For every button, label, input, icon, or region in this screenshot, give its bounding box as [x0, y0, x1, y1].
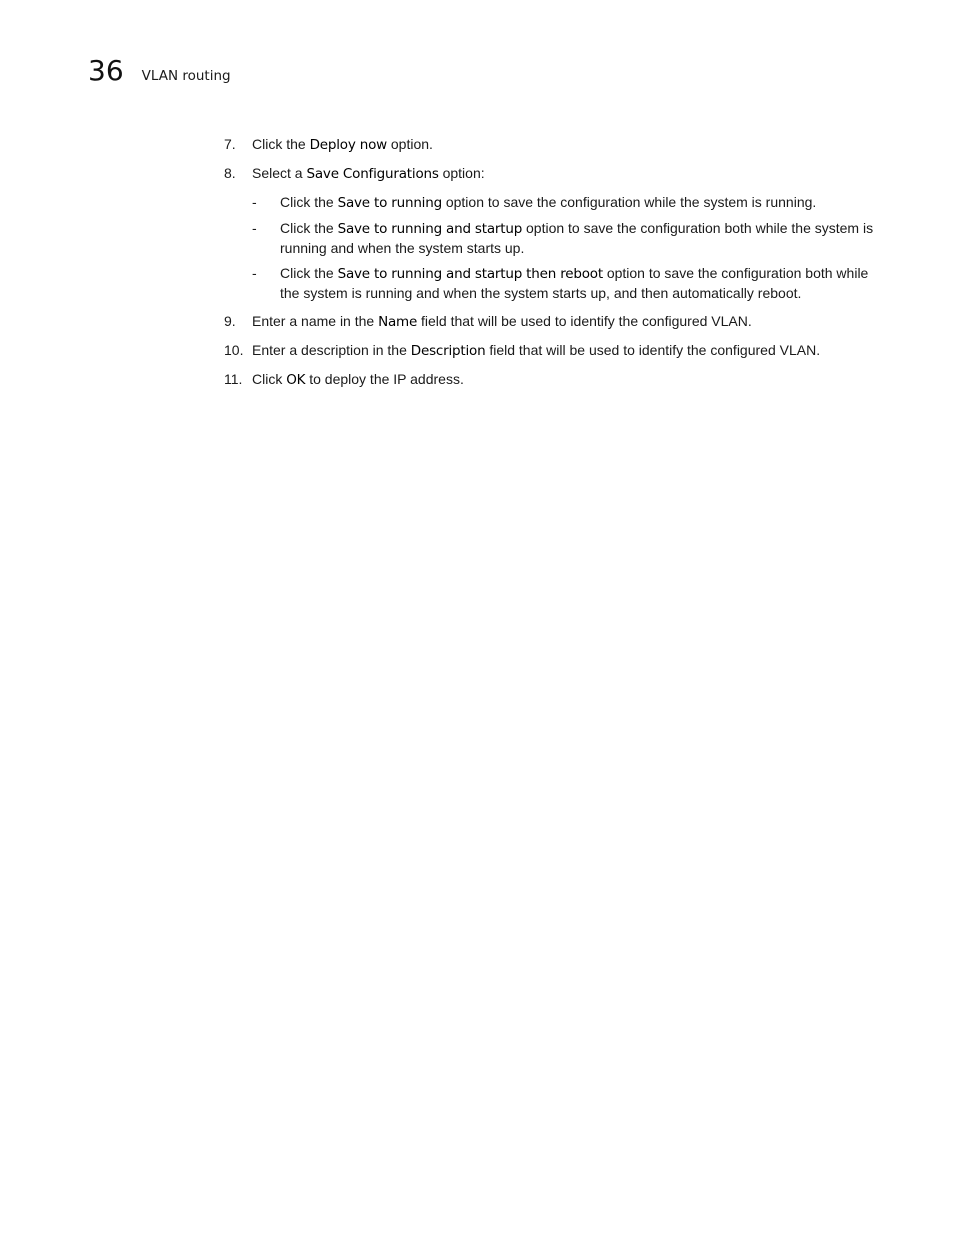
step-text: to deploy the IP address.	[305, 371, 464, 387]
step-number: 10.	[224, 342, 244, 358]
sub-option-save-to-running	[252, 193, 884, 213]
ui-term: Save to running	[337, 195, 442, 211]
bullet-text: Click the	[280, 194, 338, 210]
bullet-text: option to save the configuration while the system is running.	[441, 194, 817, 210]
bullet-text: Click the	[280, 220, 338, 236]
step-number: 11.	[224, 371, 243, 387]
step-text: Enter a name in the	[252, 313, 379, 329]
step-10	[224, 341, 884, 361]
bullet-text: option to save the configuration both while the system is running and when the system starts up, and then automatically reboot.	[280, 265, 869, 301]
sub-option-save-and-reboot	[252, 264, 884, 303]
procedure-steps	[224, 135, 884, 399]
ui-term: Save Configurations	[306, 166, 439, 182]
ui-term: Save to running and startup then reboot	[337, 266, 603, 282]
ui-term: OK	[286, 372, 306, 388]
step-text: option.	[387, 136, 433, 152]
bullet-text: option to save the configuration both while the system is running and when the system starts up.	[280, 220, 874, 256]
step-text: Enter a description in the	[252, 342, 411, 358]
step-text: option:	[438, 165, 485, 181]
bullet-text: Click the	[280, 265, 338, 281]
step-text: field that will be used to identify the configured VLAN.	[485, 342, 821, 358]
step-9	[224, 312, 884, 332]
ui-term: Name	[378, 314, 418, 330]
step-text: Click the	[252, 136, 310, 152]
page-header	[88, 54, 231, 88]
step-text: Select a	[252, 165, 307, 181]
ui-term: Description	[410, 343, 486, 359]
bullet-dash: -	[252, 220, 257, 236]
chapter-number: 36	[88, 54, 124, 87]
chapter-title: VLAN routing	[141, 68, 231, 84]
bullet-dash: -	[252, 194, 257, 210]
ui-term: Save to running and startup	[337, 221, 523, 237]
step-text: field that will be used to identify the configured VLAN.	[417, 313, 752, 329]
step-7	[224, 135, 884, 155]
step-text: Click	[252, 371, 287, 387]
sub-options-list	[252, 193, 884, 303]
step-8	[224, 164, 884, 303]
step-number: 9.	[224, 313, 236, 329]
sub-option-save-to-running-and-startup	[252, 219, 884, 258]
step-11	[224, 370, 884, 390]
bullet-dash: -	[252, 265, 257, 281]
step-number: 7.	[224, 136, 236, 152]
ui-term: Deploy now	[309, 137, 387, 153]
step-number: 8.	[224, 165, 236, 181]
